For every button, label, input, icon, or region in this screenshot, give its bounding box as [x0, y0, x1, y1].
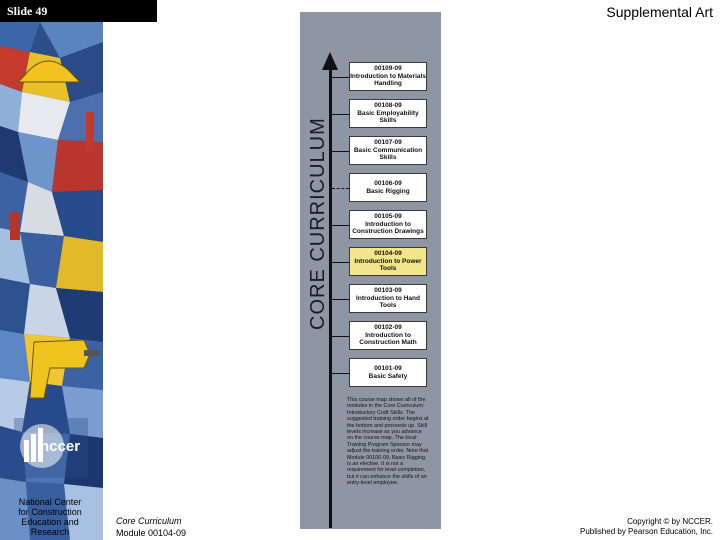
- module-code: 00103-09: [374, 287, 402, 295]
- module-title: Basic Employability Skills: [357, 109, 419, 125]
- module-connector: [332, 77, 349, 78]
- module-connector: [332, 373, 349, 374]
- course-map-vertical-title: CORE CURRICULUM: [307, 117, 329, 330]
- module-connector: [332, 262, 349, 263]
- curriculum-name: Core Curriculum: [116, 516, 182, 526]
- module-code: 00104-09: [374, 250, 402, 258]
- module-box-00107-09: [349, 136, 427, 165]
- org-line: Education and: [21, 517, 79, 527]
- module-box-00108-09: [349, 99, 427, 128]
- slide-number-tab: [0, 0, 157, 22]
- module-connector: [332, 336, 349, 337]
- module-box-00103-09: [349, 284, 427, 313]
- slide-number: Slide 49: [7, 4, 48, 18]
- module-box-00102-09: [349, 321, 427, 350]
- module-box-00101-09: [349, 358, 427, 387]
- module-info: [116, 515, 186, 539]
- module-code: 00106-09: [374, 180, 402, 187]
- org-line: National Center: [18, 497, 82, 507]
- copyright-notice: [580, 517, 713, 537]
- module-title: Introduction to Power Tools: [354, 257, 422, 273]
- organization-name: [4, 497, 96, 537]
- module-title: Basic Communication Skills: [353, 146, 423, 162]
- copyright-line: Copyright © by NCCER.: [627, 517, 713, 526]
- module-code: 00102-09: [374, 324, 402, 332]
- module-connector: [332, 225, 349, 226]
- module-box-00109-09: [349, 62, 427, 91]
- module-box-00104-09: [349, 247, 427, 276]
- module-code: 00101-09: [374, 365, 402, 372]
- module-connector: [332, 114, 349, 115]
- org-line: Research: [30, 527, 70, 537]
- module-title: Introduction to Materials Handling: [350, 72, 426, 88]
- nccer-logo: [14, 418, 88, 478]
- module-number: Module 00104-09: [116, 528, 187, 538]
- module-box-00105-09: [349, 210, 427, 239]
- module-title: Introduction to Construction Drawings: [352, 220, 424, 236]
- module-connector: [332, 151, 349, 152]
- org-line: for Construction: [18, 507, 82, 517]
- module-title: Basic Safety: [368, 372, 408, 380]
- module-title: Introduction to Construction Math: [359, 331, 417, 347]
- module-title: Basic Rigging: [366, 187, 410, 195]
- module-code: 00105-09: [374, 213, 402, 221]
- module-code: 00107-09: [374, 139, 402, 147]
- logo-wordmark: nccer: [40, 438, 81, 455]
- publisher-line: Published by Pearson Education, Inc.: [580, 527, 713, 536]
- section-title: Supplemental Art: [606, 4, 713, 20]
- module-connector: [332, 299, 349, 300]
- module-connector: [332, 188, 349, 189]
- course-map-note: This course map shows all of the modules in the Core Curriculum: Introductory Craft Skills. The suggested training order begins at the bottom and proceeds up. Skill levels increase as you advance on the course map. The local Training Program Sponsor may adjust the training order. Note that Module 00106-09, Basic Rigging, is an elective. It is not a requirement for level completion, but it can enhance the skills of an entry-level employee.: [347, 397, 429, 487]
- module-title: Introduction to Hand Tools: [356, 294, 420, 310]
- module-code: 00109-09: [374, 65, 402, 73]
- module-box-00106-09: [349, 173, 427, 202]
- module-code: 00108-09: [374, 102, 402, 110]
